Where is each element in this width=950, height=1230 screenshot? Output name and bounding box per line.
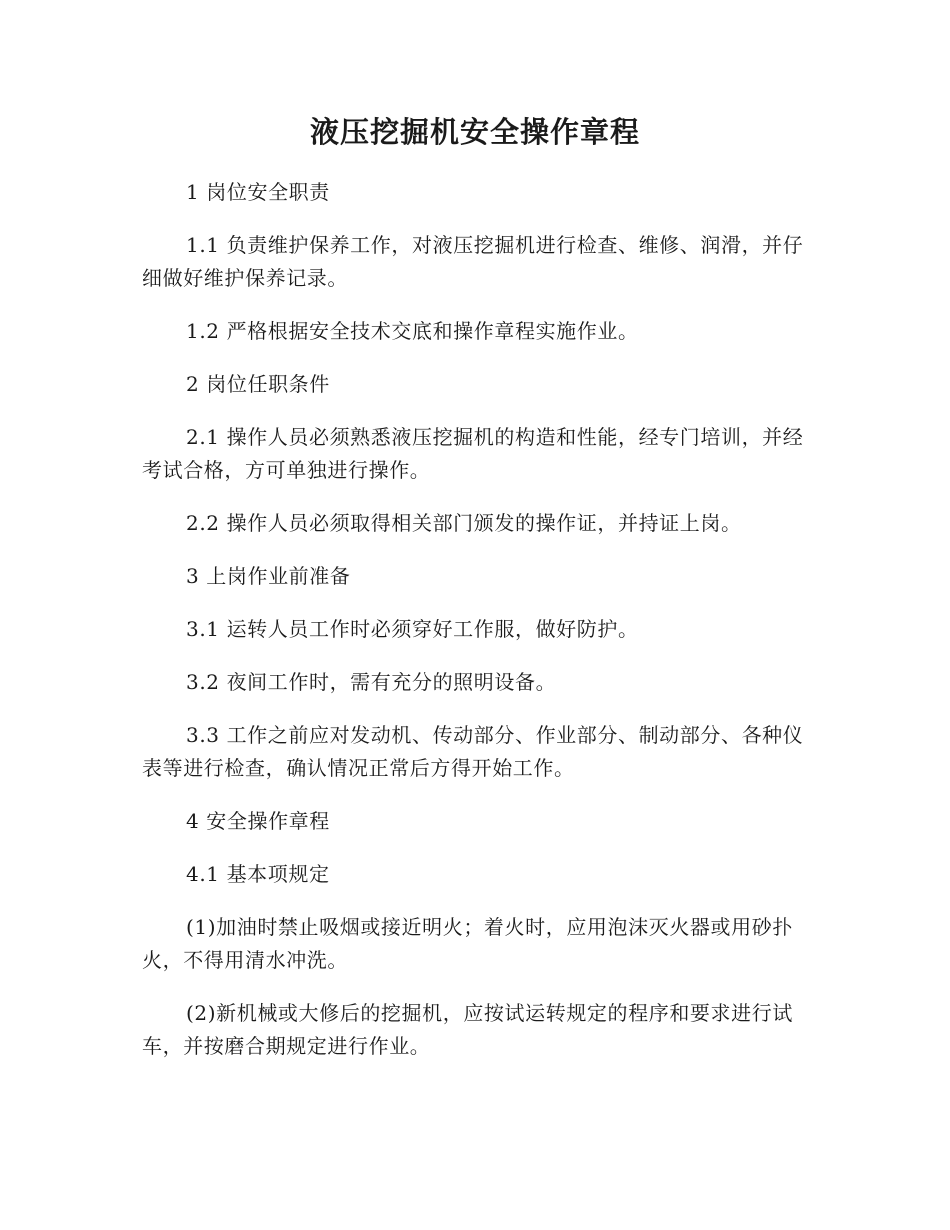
section-heading-2: 2 岗位任职条件 — [186, 372, 330, 396]
paragraph-1-2: 1.2 严格根据安全技术交底和操作章程实施作业。 — [186, 319, 639, 343]
section-heading-3: 3 上岗作业前准备 — [186, 564, 351, 588]
paragraph-3-1: 3.1 运转人员工作时必须穿好工作服，做好防护。 — [186, 617, 639, 641]
paragraph-2-2: 2.2 操作人员必须取得相关部门颁发的操作证，并持证上岗。 — [186, 511, 742, 535]
section-heading-1: 1 岗位安全职责 — [186, 180, 330, 204]
section-heading-4: 4 安全操作章程 — [186, 809, 330, 833]
paragraph-1-1: 1.1 负责维护保养工作，对液压挖掘机进行检查、维修、润滑，并仔细做好维护保养记录。 — [142, 233, 804, 290]
paragraph-2-1: 2.1 操作人员必须熟悉液压挖掘机的构造和性能，经专门培训，并经考试合格，方可单独进行操作。 — [142, 425, 804, 482]
paragraph-4-1-item-1: (1)加油时禁止吸烟或接近明火；着火时，应用泡沫灭火器或用砂扑火，不得用清水冲洗。 — [142, 915, 793, 972]
paragraph-4-1-item-2: (2)新机械或大修后的挖掘机，应按试运转规定的程序和要求进行试车，并按磨合期规定进行作业。 — [142, 1001, 793, 1058]
paragraph-3-2: 3.2 夜间工作时，需有充分的照明设备。 — [186, 670, 557, 694]
document-body — [142, 176, 808, 1063]
document-title: 液压挖掘机安全操作章程 — [309, 115, 640, 149]
paragraph-4-1: 4.1 基本项规定 — [186, 862, 330, 886]
paragraph-3-3: 3.3 工作之前应对发动机、传动部分、作业部分、制动部分、各种仪表等进行检查，确认情况正常后方得开始工作。 — [142, 723, 804, 780]
